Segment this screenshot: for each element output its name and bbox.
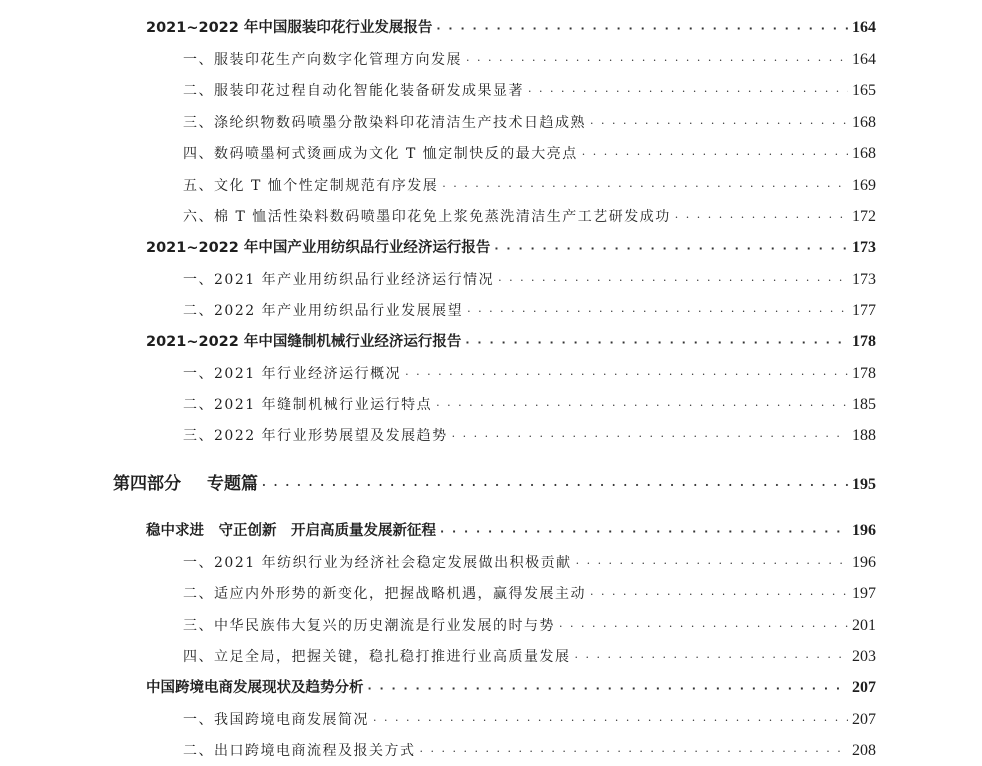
dot-leader [575, 644, 849, 672]
toc-item-title: 一、2021 年纺织行业为经济社会稳定发展做出积极贡献 [183, 555, 572, 571]
toc-section-heading[interactable] [146, 234, 876, 262]
toc-item-title: 三、涤纶织物数码喷墨分散染料印花清洁生产技术日趋成熟 [183, 115, 586, 131]
toc-part-title [113, 470, 258, 498]
toc-item-title: 三、中华民族伟大复兴的历史潮流是行业发展的时与势 [183, 618, 555, 634]
toc-page-number: 203 [852, 648, 876, 665]
toc-item-title: 三、2022 年行业形势展望及发展趋势 [183, 428, 448, 444]
toc-item[interactable] [183, 422, 876, 450]
toc-section-title: 稳中求进 守正创新 开启高质量发展新征程 [146, 523, 436, 539]
toc-item-title: 四、数码喷墨柯式烫画成为文化 T 恤定制快反的最大亮点 [183, 146, 578, 162]
toc-page-number: 165 [852, 82, 876, 99]
toc-item-title: 二、2021 年缝制机械行业运行特点 [183, 397, 433, 413]
toc-part-heading[interactable] [113, 470, 876, 498]
toc-item[interactable] [183, 706, 876, 734]
dot-leader [452, 423, 848, 451]
toc-page-number: 173 [852, 271, 876, 288]
toc-section-title: 中国跨境电商发展现状及趋势分析 [146, 680, 364, 696]
dot-leader [405, 361, 848, 389]
toc-section-title: 2021~2022 年中国产业用纺织品行业经济运行报告 [146, 240, 491, 256]
toc-item[interactable] [183, 46, 876, 74]
toc-page-number: 196 [852, 554, 876, 571]
toc-section-title: 2021~2022 年中国缝制机械行业经济运行报告 [146, 334, 462, 350]
toc-page-number: 178 [852, 333, 876, 350]
toc-page-number: 164 [852, 19, 876, 36]
toc-item[interactable] [183, 391, 876, 419]
dot-leader [262, 472, 848, 500]
dot-leader [576, 550, 848, 578]
dot-leader [467, 298, 848, 326]
dot-leader [436, 15, 848, 43]
toc-page-number: 172 [852, 208, 876, 225]
toc-item[interactable] [183, 549, 876, 577]
dot-leader [440, 518, 848, 546]
dot-leader [590, 110, 848, 138]
dot-leader [675, 204, 848, 232]
toc-section-heading[interactable] [146, 14, 876, 42]
dot-leader [494, 235, 848, 263]
toc-item[interactable] [183, 203, 876, 231]
toc-item-title: 六、棉 T 恤活性染料数码喷墨印花免上浆免蒸洗清洁生产工艺研发成功 [183, 209, 671, 225]
dot-leader [582, 141, 848, 169]
dot-leader [442, 173, 848, 201]
toc-item[interactable] [183, 266, 876, 294]
toc-page-number: 168 [852, 145, 876, 162]
toc-item[interactable] [183, 612, 876, 640]
toc-item-title: 一、2021 年产业用纺织品行业经济运行情况 [183, 272, 495, 288]
toc-item[interactable] [183, 140, 876, 168]
toc-page-number: 185 [852, 396, 876, 413]
toc-page-number: 196 [852, 522, 876, 539]
toc-section-heading[interactable] [146, 328, 876, 356]
dot-leader [559, 613, 848, 641]
toc-page-number: 207 [852, 711, 876, 728]
dot-leader [590, 581, 848, 609]
toc-section-title: 2021~2022 年中国服装印花行业发展报告 [146, 20, 433, 36]
toc-item[interactable] [183, 737, 876, 765]
toc-item-title: 一、服装印花生产向数字化管理方向发展 [183, 52, 462, 68]
dot-leader [466, 47, 848, 75]
part-name: 专题篇 [207, 474, 258, 494]
toc-item-title: 四、立足全局，把握关键，稳扎稳打推进行业高质量发展 [183, 649, 571, 665]
toc-page-number: 164 [852, 51, 876, 68]
toc-page-number: 208 [852, 742, 876, 759]
toc-page-number: 173 [852, 239, 876, 256]
part-label: 第四部分 [113, 474, 181, 494]
toc-item[interactable] [183, 172, 876, 200]
toc-item-title: 二、出口跨境电商流程及报关方式 [183, 743, 416, 759]
toc-item[interactable] [183, 360, 876, 388]
toc-page-number: 177 [852, 302, 876, 319]
toc-item[interactable] [183, 297, 876, 325]
toc-page-number: 195 [852, 476, 876, 493]
toc-item[interactable] [183, 77, 876, 105]
dot-leader [436, 392, 848, 420]
toc-item-title: 五、文化 T 恤个性定制规范有序发展 [183, 178, 439, 194]
toc-section-heading[interactable] [146, 674, 876, 702]
dot-leader [373, 707, 848, 735]
toc-page-number: 197 [852, 585, 876, 602]
toc-item[interactable] [183, 580, 876, 608]
toc-item-title: 二、适应内外形势的新变化，把握战略机遇，赢得发展主动 [183, 586, 586, 602]
dot-leader [498, 267, 848, 295]
dot-leader [465, 329, 848, 357]
toc-page-number: 201 [852, 617, 876, 634]
toc-item-title: 一、2021 年行业经济运行概况 [183, 366, 402, 382]
toc-item[interactable] [183, 643, 876, 671]
toc-item[interactable] [183, 109, 876, 137]
toc-page-number: 168 [852, 114, 876, 131]
toc-page-number: 169 [852, 177, 876, 194]
toc-page-number: 188 [852, 427, 876, 444]
toc-item-title: 二、2022 年产业用纺织品行业发展展望 [183, 303, 464, 319]
toc-item-title: 二、服装印花过程自动化智能化装备研发成果显著 [183, 83, 524, 99]
dot-leader [420, 738, 849, 766]
dot-leader [368, 675, 849, 703]
toc-page-number: 207 [852, 679, 876, 696]
toc-item-title: 一、我国跨境电商发展简况 [183, 712, 369, 728]
toc-section-heading[interactable] [146, 517, 876, 545]
dot-leader [528, 78, 848, 106]
toc-page-number: 178 [852, 365, 876, 382]
